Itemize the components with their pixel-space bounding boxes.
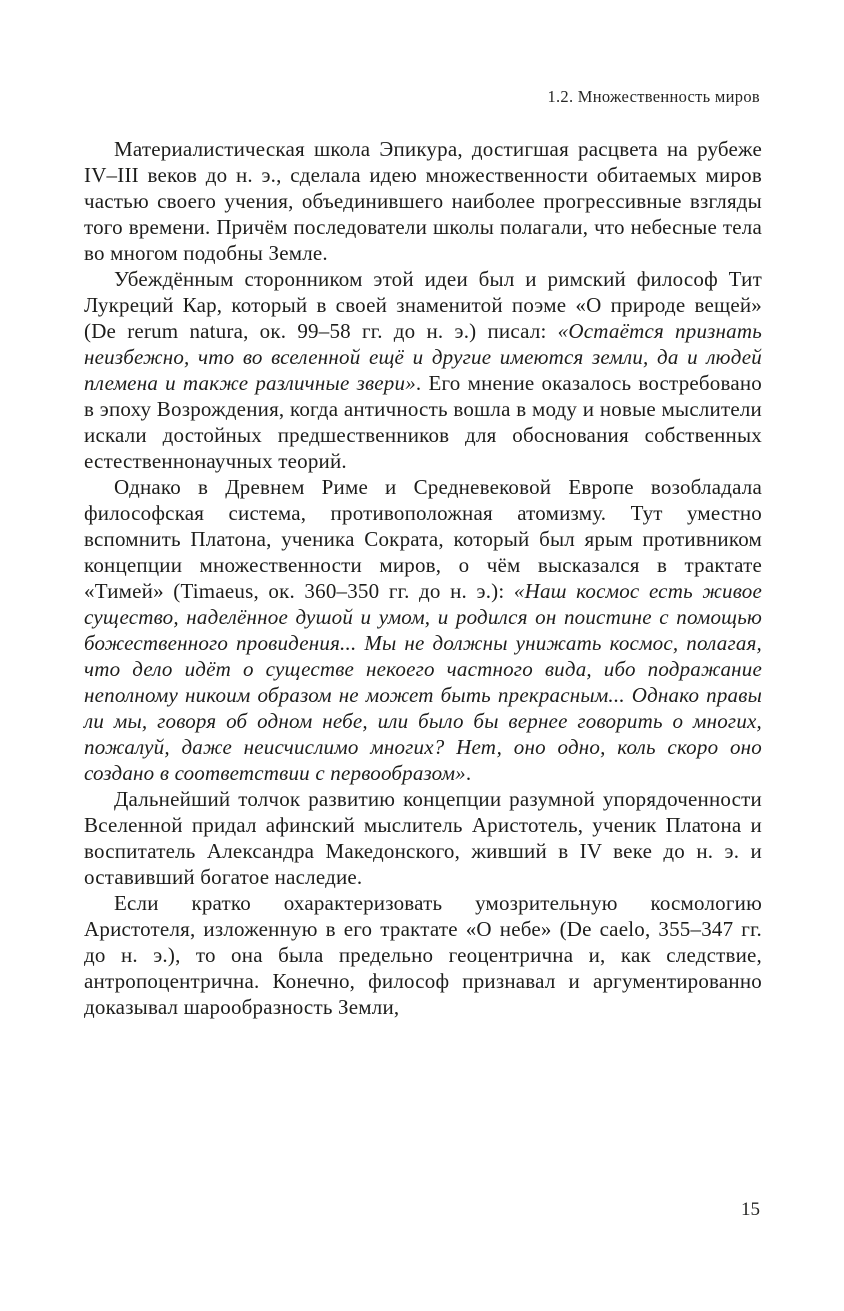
quote-text: «Остаётся признать неизбежно, что во вселенной ещё и другие имеются земли, да и людей племена и также различные звери» (84, 319, 762, 395)
body-text-run: Материалистическая школа Эпикура, достигшая расцвета на рубеже IV–III веков до н. э., сделала идею множественности обитаемых миров частью своего учения, объединившего наиболее прогрессивные взгляды того времени. Причём последователи школы полагали, что небесные тела во многом подобны Земле. (84, 137, 762, 265)
paragraph (84, 786, 762, 890)
body-text-run: . Его мнение оказалось востребовано в эпоху Возрождения, когда античность вошла в моду и новые мыслители искали достойных предшественников для обоснования собственных естественнонаучных теорий. (84, 371, 762, 473)
body-text-run: . (465, 761, 472, 785)
body-text-run: Если кратко охарактеризовать умозрительную космологию Аристотеля, изложенную в его трактате «О небе» (De caelo, 355–347 гг. до н. э.), то она была предельно геоцентрична и, как следствие, антропоцентрична. Конечно, философ признавал и аргументированно доказывал шарообразность Земли, (84, 891, 762, 1019)
body-text-run: Дальнейший толчок развитию концепции разумной упорядоченности Вселенной придал афинский мыслитель Аристотель, ученик Платона и воспитатель Александра Македонского, живший в IV веке до н. э. и оставивший богатое наследие. (84, 787, 762, 889)
page-number: 15 (741, 1199, 760, 1220)
paragraph (84, 474, 762, 786)
page-body (84, 136, 762, 1020)
paragraph (84, 890, 762, 1020)
paragraph (84, 266, 762, 474)
quote-text: «Наш космос есть живое существо, наделённое душой и умом, и родился он поистине с помощью божественного провидения... Мы не должны унижать космос, полагая, что дело идёт о существе некоего частного вида, ибо подражание неполному никоим образом не может быть прекрасным... Однако правы ли мы, говоря об одном небе, или было бы вернее говорить о многих, пожалуй, даже неисчислимо многих? Нет, оно одно, коль скоро оно создано в соответствии с первообразом» (84, 579, 763, 785)
body-text-run: Убеждённым сторонником этой идеи был и римский философ Тит Лукреций Кар, который в своей знаменитой поэме «О природе вещей» (De rerum natura, ок. 99–58 гг. до н. э.) писал: (84, 267, 762, 343)
body-text-run: Однако в Древнем Риме и Средневековой Европе возобладала философская система, противоположная атомизму. Тут уместно вспомнить Платона, ученика Сократа, который был ярым противником концепции множественности миров, о чём высказался в трактате «Тимей» (Timaeus, ок. 360–350 гг. до н. э.): (84, 475, 762, 603)
paragraph (84, 136, 762, 266)
running-header: 1.2. Множественность миров (547, 87, 760, 106)
